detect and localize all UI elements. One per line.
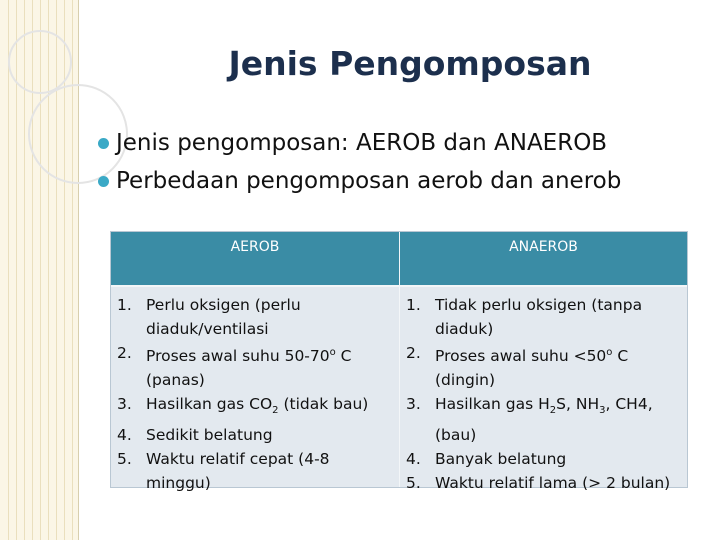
item-number: 5. — [406, 474, 421, 493]
item-text: Tidak perlu oksigen (tanpa diaduk) — [435, 296, 643, 338]
item-text: Hasilkan gas CO — [146, 395, 273, 414]
item-number: 1. — [406, 296, 421, 314]
superscript: o — [606, 347, 613, 358]
header-aerob: AEROB — [111, 232, 399, 286]
item-text-tail: (tidak bau) — [278, 395, 369, 414]
comparison-table — [110, 231, 688, 493]
bullet-text: Jenis pengomposan: AEROB dan ANAEROB — [116, 130, 608, 156]
list-item — [117, 293, 393, 341]
item-number: 4. — [117, 426, 132, 445]
bullet-list — [96, 124, 621, 200]
list-item — [117, 392, 393, 423]
bullet-text: Perbedaan pengomposan aerob dan anerob — [116, 168, 622, 194]
column-divider — [399, 232, 400, 487]
subscript: 2 — [549, 405, 557, 417]
item-text: Waktu relatif cepat (4-8 minggu) — [146, 450, 330, 493]
item-text: Sedikit belatung — [146, 426, 273, 445]
list-item — [117, 423, 393, 447]
bullet-item — [96, 124, 621, 162]
list-item — [406, 293, 681, 341]
cell-aerob — [111, 286, 399, 493]
item-text: Hasilkan gas H — [435, 395, 550, 414]
bullet-item — [96, 162, 621, 200]
list-item — [406, 471, 681, 495]
bullet-dot-icon — [98, 176, 109, 187]
item-text: Banyak belatung — [435, 450, 567, 469]
item-text: Proses awal suhu <50 — [435, 347, 607, 366]
item-text-tail: C (dingin) — [435, 347, 629, 390]
item-text: Perlu oksigen (perlu diaduk/ventilasi — [146, 296, 301, 338]
header-anaerob: ANAEROB — [400, 232, 687, 286]
item-number: 2. — [117, 344, 132, 362]
item-number: 3. — [117, 395, 132, 414]
subscript: 3 — [599, 405, 606, 417]
item-number: 5. — [117, 450, 132, 469]
cell-anaerob — [400, 286, 687, 493]
item-number: 3. — [406, 395, 421, 414]
item-text-tail: C (panas) — [146, 347, 352, 390]
item-number: 2. — [406, 344, 421, 362]
header-divider — [111, 285, 687, 287]
list-item — [117, 447, 393, 495]
item-text-mid: S, NH — [556, 395, 600, 414]
item-text: Waktu relatif lama (> 2 bulan) — [435, 474, 671, 493]
decorative-circle — [8, 30, 72, 94]
slide-title: Jenis Pengomposan — [228, 44, 592, 83]
list-item — [406, 447, 681, 471]
subscript: 2 — [272, 405, 279, 417]
list-item — [117, 341, 393, 392]
item-text: Proses awal suhu 50-70 — [146, 347, 330, 366]
superscript: o — [329, 347, 336, 358]
bullet-dot-icon — [98, 138, 109, 149]
item-number: 1. — [117, 296, 132, 314]
aerob-list — [117, 293, 393, 495]
list-item — [406, 341, 681, 392]
list-item — [406, 392, 681, 447]
anaerob-list — [406, 293, 681, 495]
item-number: 4. — [406, 450, 421, 469]
item-text-tail: , CH4, (bau) — [435, 395, 653, 445]
